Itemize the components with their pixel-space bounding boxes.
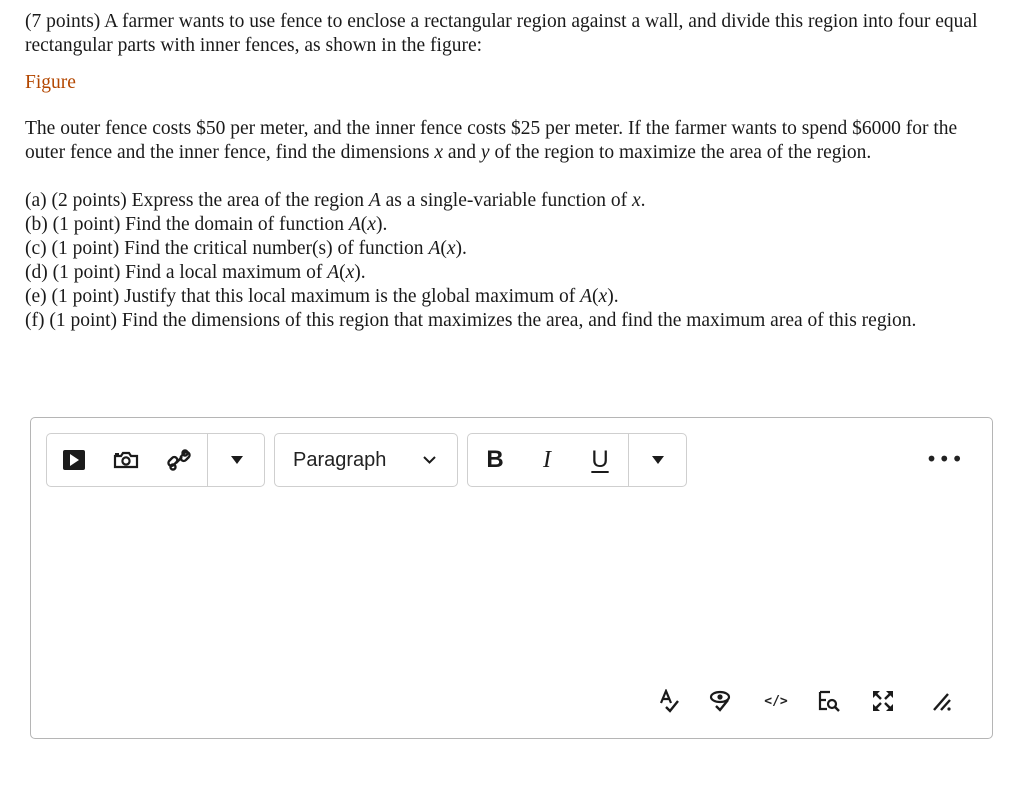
part-var: x [367, 214, 376, 235]
toolbar-separator [628, 434, 629, 486]
part-text: ). [375, 214, 388, 235]
part-d [25, 261, 1000, 285]
preview-icon [709, 689, 733, 713]
part-var: A [368, 190, 381, 211]
insert-group [46, 433, 265, 487]
question-intro: (7 points) A farmer wants to use fence to enclose a rectangular region against a wall, and divide this region into four equal rectangular parts with inner fences, as shown in the figure: [25, 11, 978, 56]
accessibility-check-icon [658, 689, 680, 713]
figure-link[interactable]: Figure [25, 72, 76, 93]
part-var: x [345, 262, 355, 283]
editor-status-bar [652, 686, 972, 716]
rich-text-editor [30, 417, 993, 739]
question-text [25, 10, 1000, 333]
part-var: x [632, 190, 641, 211]
var-y: y [480, 142, 490, 163]
part-text: as a single-variable function of [380, 190, 633, 211]
bold-button[interactable] [470, 434, 520, 486]
question-body [25, 117, 1000, 165]
chevron-down-icon [423, 456, 436, 464]
part-text: ( [360, 214, 368, 235]
fullscreen-button[interactable] [866, 686, 900, 716]
part-var: x [446, 238, 456, 259]
body-text-2: of the region to maximize the area of the region. [489, 142, 872, 163]
part-text: (c) (1 point) Find the critical number(s) of function [25, 238, 429, 259]
play-icon [63, 450, 85, 470]
question-parts [25, 189, 1000, 333]
resize-handle[interactable] [924, 686, 958, 716]
part-text: (d) (1 point) Find a local maximum of [25, 262, 328, 283]
fullscreen-icon [871, 689, 895, 713]
caret-down-icon [652, 456, 664, 464]
more-options-button[interactable]: ••• [925, 447, 964, 471]
part-text: (a) (2 points) Express the area of the region [25, 190, 369, 211]
part-var: A [348, 214, 361, 235]
part-f [25, 309, 1000, 333]
part-text: ). [607, 286, 619, 307]
editor-content-area[interactable] [46, 498, 977, 678]
insert-video-button[interactable] [49, 434, 99, 486]
insert-image-button[interactable] [101, 434, 151, 486]
part-var: x [598, 286, 608, 307]
paragraph-chevron [417, 434, 441, 486]
part-text: ( [440, 238, 447, 259]
source-code-icon: </> [764, 693, 788, 709]
toolbar-separator [207, 434, 208, 486]
part-b [25, 213, 1000, 237]
italic-label: I [543, 446, 551, 473]
part-var: A [428, 238, 441, 259]
part-var: A [327, 262, 340, 283]
format-more-dropdown[interactable] [630, 434, 686, 486]
italic-button[interactable] [522, 434, 572, 486]
link-icon [167, 448, 191, 472]
part-text: (b) (1 point) Find the domain of function [25, 214, 349, 235]
insert-link-button[interactable] [153, 434, 205, 486]
part-e [25, 285, 1000, 309]
find-replace-button[interactable] [812, 686, 846, 716]
part-text: ). [455, 238, 467, 259]
camera-icon [113, 451, 139, 469]
find-replace-icon [817, 689, 841, 713]
resize-handle-icon [930, 690, 952, 712]
part-text: (e) (1 point) Justify that this local maximum is the global maximum of [25, 286, 581, 307]
preview-button[interactable] [704, 686, 738, 716]
paragraph-select-value [293, 434, 403, 486]
source-code-button[interactable] [756, 686, 796, 716]
paragraph-select[interactable] [274, 433, 458, 487]
part-text: ( [592, 286, 599, 307]
part-text: (f) (1 point) Find the dimensions of this region that maximizes the area, and find the maximum area of this region. [25, 310, 917, 331]
insert-more-dropdown[interactable] [209, 434, 264, 486]
var-x: x [434, 142, 444, 163]
caret-down-icon [231, 456, 243, 464]
underline-label: U [591, 446, 609, 473]
bold-label: B [486, 446, 504, 473]
accessibility-checker-button[interactable] [652, 686, 686, 716]
body-and: and [443, 142, 481, 163]
format-group [467, 433, 687, 487]
part-var: A [580, 286, 593, 307]
underline-button[interactable] [574, 434, 626, 486]
paragraph-label: Paragraph [293, 448, 387, 471]
body-text-1: The outer fence costs $50 per meter, and the inner fence costs $25 per meter. If the farmer wants to spend $6000 for the outer fence and the inner fence, find the dimensions [25, 118, 958, 163]
part-a [25, 189, 1000, 213]
part-text: ). [354, 262, 366, 283]
part-c [25, 237, 1000, 261]
part-text: ( [339, 262, 346, 283]
part-text: . [640, 190, 646, 211]
